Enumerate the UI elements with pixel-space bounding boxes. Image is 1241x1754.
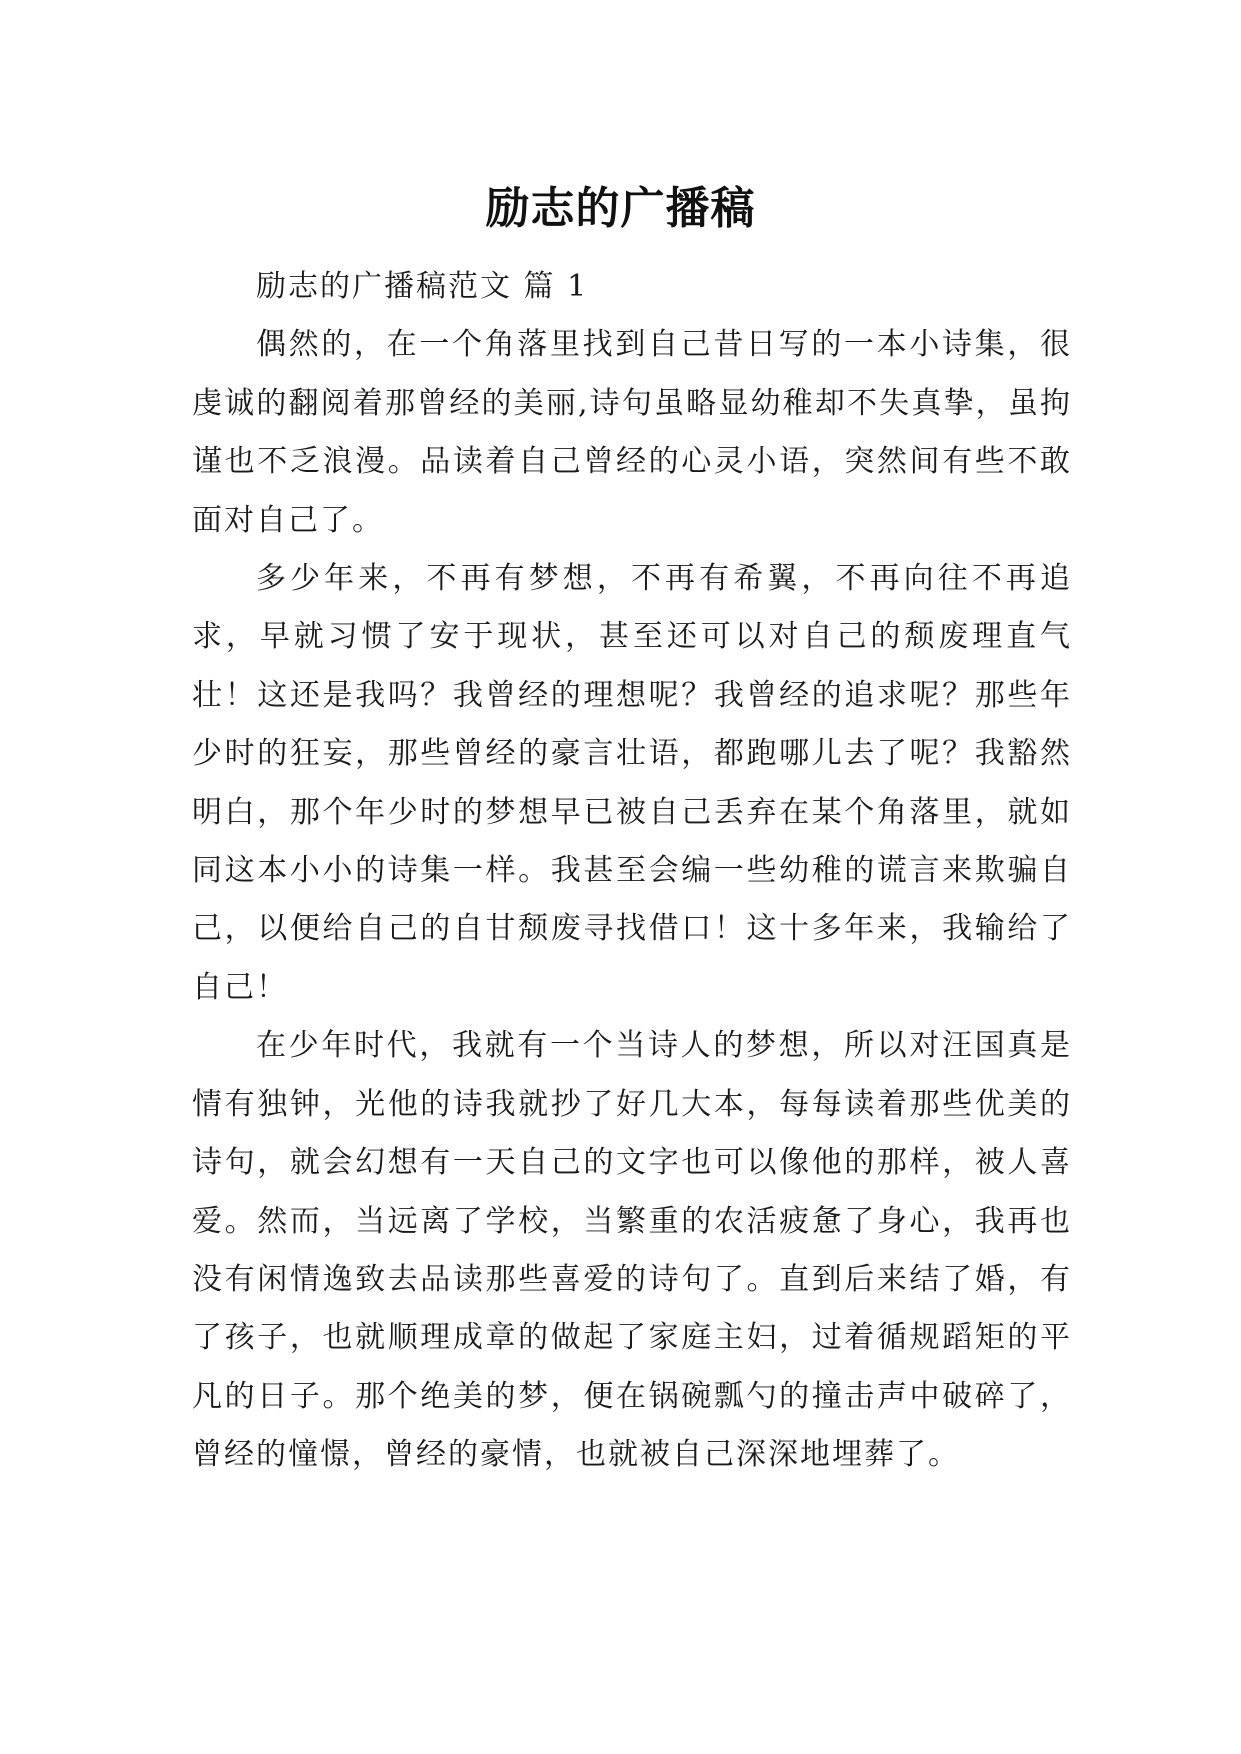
paragraph-1: 偶然的，在一个角落里找到自己昔日写的一本小诗集，很虔诚的翻阅着那曾经的美丽,诗句虽略显幼稚却不失真挚，虽拘谨也不乏浪漫。品读着自己曾经的心灵小语，突然间有些不敢面对自己了。 xyxy=(192,327,1072,538)
paragraph-3: 在少年时代，我就有一个当诗人的梦想，所以对汪国真是情有独钟，光他的诗我就抄了好几大本，每每读着那些优美的诗句，就会幻想有一天自己的文字也可以像他的那样，被人喜爱。然而，当远离了学校，当繁重的农活疲惫了身心，我再也没有闲情逸致去品读那些喜爱的诗句了。直到后来结了婚，有了孩子，也就顺理成章的做起了家庭主妇，过着循规蹈矩的平凡的日子。那个绝美的梦，便在锅碗瓢勺的撞击声中破碎了，曾经的憧憬，曾经的豪情，也就被自己深深地埋葬了。 xyxy=(192,1028,1072,1473)
document-title: 励志的广播稿 xyxy=(485,183,756,235)
section-heading: 励志的广播稿范文 篇 1 xyxy=(256,269,589,304)
paragraph-2: 多少年来，不再有梦想，不再有希翼，不再向往不再追求，早就习惯了安于现状，甚至还可以对自己的颓废理直气壮！这还是我吗？我曾经的理想呢？我曾经的追求呢？那些年少时的狂妄，那些曾经的豪言壮语，都跑哪儿去了呢？我豁然明白，那个年少时的梦想早已被自己丢弃在某个角落里，就如同这本小小的诗集一样。我甚至会编一些幼稚的谎言来欺骗自己，以便给自己的自甘颓废寻找借口！这十多年来，我输给了自己！ xyxy=(192,561,1072,1005)
document-body xyxy=(192,258,1072,1485)
